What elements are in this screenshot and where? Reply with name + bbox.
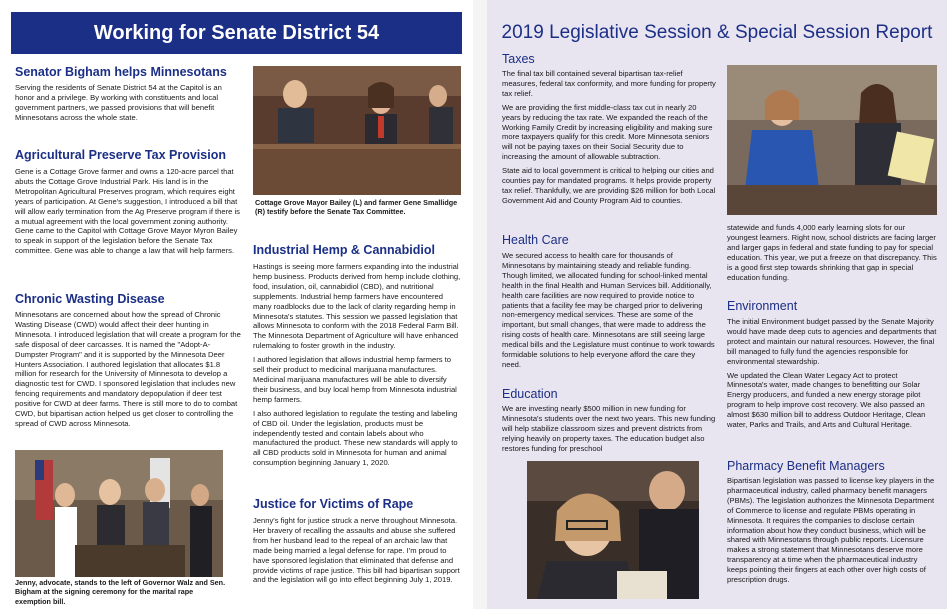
tax-committee-caption: Cottage Grove Mayor Bailey (L) and farmer Gene Smallidge (R) testify before the Senate Tax Committee. [255, 198, 458, 217]
tax-committee-photo [253, 66, 461, 195]
health-text: We secured access to health care for thousands of Minnesotans by maintaining steady and reliable funding. Though limited, we allocated funding for school-linked mental health in the final Health and Human Services bill. Additionally, health care facilities are now required to provide notice to patients that a facility fee may be charged prior to delivering non-emergency medical services. These are some of the important, but small changes, that were made to address the rising costs of health care. Minnesotans are still seeing large medical bills and the Legislature must continue to work towards formidable solutions to help everyone afford the care they need. [502, 251, 715, 369]
page-gutter [473, 0, 487, 609]
agri-text: Gene is a Cottage Grove farmer and owns a 120-acre parcel that abuts the Cottage Grove Industrial Park. His land is in the Metropolitan Agricultural Preserves program, which requires eight years of participation. At Gene's suggestion, I introduced a bill that will allow early termination from the Ag Preserve program if there is a mutual agreement with the local government zoning authority. Gene came to the Capitol with Cottage Grove Mayor Myron Bailey to speak in support of the legislation before the Senate Tax committee. Gene was able to change a law that will help farmers. [15, 167, 240, 256]
left-page [0, 0, 473, 609]
environment-text: The initial Environment budget passed by the Senate Majority would have made deep cuts to agencies and departments that protect and maintain our natural resources. However, the final bill managed to fully fund the agencies responsible for environmental stewardship. We updated the Clean Water Legacy Act to protect Minnesota's water, made changes to benefitting our Solar Energy producers, and funded a new energy storage pilot program to help improve cost recovery. We also passed an almost $630 million bill to address Outdoor Heritage, Clean water, Parks and Trails, and Arts and Cultural Heritage. [727, 317, 937, 430]
signing-ceremony-photo [15, 450, 223, 577]
hemp-text: Hastings is seeing more farmers expanding into the industrial hemp business. Products derived from hemp include clothing, food, insulation, oil, cannabidiol (CBD), and nutritional supplements. Industrial hemp farmers have encountered many roadblocks due to the lack of clarity regarding hemp in Minnesota's statutes. This session we passed legislation that allows Minnesota to conform with the 2018 Federal Farm Bill. The Minnesota Department of Agriculture will have enhanced rulemaking to foster growth in the industry. I authored legislation that allows industrial hemp farmers to sell their product to medicinal marijuana manufactures. Medicinal marijuana manufactures will be able to diversify their business, and buy local hemp from Minnesota industrial hemp farmers. I also authored legislation to regulate the testing and labeling of CBD oil. Under the legislation, products must be independently tested and contain labels about who manufactured the product. These new standards will apply to all CBD products sold in Minnesota for human and animal consumption beginning January 1, 2020. [253, 262, 461, 468]
cwd-heading: Chronic Wasting Disease [15, 292, 165, 306]
taxes-text: The final tax bill contained several bipartisan tax-relief measures, federal tax conformity, and more funding for property tax relief. We are providing the first middle-class tax cut in nearly 20 years by reducing the tax rate. We expanded the reach of the Working Family Credit by increasing eligibility and making sure more taxpayers qualify for this credit. More Minnesota seniors will not be paying taxes on their Social Security due to increasing the amount of allowable subtraction. State aid to local government is critical to helping our cities and counties pay for mandated programs. It helps provide property tax relief. Thankfully, we are providing $26 million for both Local Government Aid and County Program Aid to counties. [502, 69, 716, 205]
right-banner: 2019 Legislative Session & Special Session Report [501, 22, 933, 43]
health-heading: Health Care [502, 233, 569, 247]
signing-ceremony-caption: Jenny, advocate, stands to the left of Governor Walz and Sen. Bigham at the signing ceremony for the marital rape exemption bill. [15, 578, 226, 606]
cwd-text: Minnesotans are concerned about how the spread of Chronic Wasting Disease (CWD) would affect their deer hunting in Minnesota. I introduced legislation that will create a program for the safe disposal of deer carcasses. It is named the "Adopt-A-Dumpster Program" and it is supported by the Minnesota Deer Hunters Association. I authored legislation that allocates $1.8 million for research for the University of Minnesota to develop a diagnostic test for CWD. I sponsored legislation that includes new fencing requirements and mandatory depopulation if deer test positive for CWD at deer farms. There is still more to do to combat CWD, but bipartisan action helped us get closer to controlling the spread of CWD across Minnesota. [15, 310, 241, 428]
environment-heading: Environment [727, 299, 798, 313]
senators-talking-photo [727, 65, 937, 215]
education-heading: Education [502, 387, 558, 401]
education-text: We are investing nearly $500 million in new funding for Minnesota's students over the next two years. This new funding will help stabilize classroom sizes and prevent districts from relying heavily on property taxes. The education budget also restores funding for preschool [502, 404, 716, 453]
rape-heading: Justice for Victims of Rape [253, 497, 414, 511]
right-page [487, 0, 947, 609]
agri-heading: Agricultural Preserve Tax Provision [15, 148, 226, 162]
pharmacy-heading: Pharmacy Benefit Managers [727, 459, 885, 473]
education-continued-text: statewide and funds 4,000 early learning slots for our youngest learners. Right now, school districts are facing larger and larger gaps in federal and state funding to pay for special education. This year, we put a freeze on that discrepancy. This is a good first step towards shrinking that gap in special education funding. [727, 223, 937, 282]
bigham-heading: Senator Bigham helps Minnesotans [15, 65, 227, 79]
bigham-text: Serving the residents of Senate District 54 at the Capitol is an honor and a privilege. By working with constituents and local government partners, we passed provisions that will benefit Minnesotans across the whole state. [15, 83, 222, 122]
pharmacy-text: Bipartisan legislation was passed to license key players in the pharmaceutical industry, called pharmacy benefit managers (PBMs). The legislation authorizes the Minnesota Department of Commerce to license and regulate PBMs operating in Minnesota. It requires the companies to disclose certain information about how they conduct business, which will be shared with Minnesotans through public reports. Licensure makes a strong statement that Minnesotans deserve more transparency at a time when the pharmaceutical industry keeps pointing their fingers at each other over high costs of prescription drugs. [727, 476, 935, 585]
rape-text: Jenny's fight for justice struck a nerve throughout Minnesota. Her bravery of recalling the assaults and abuse she suffered from her husband lead to the repeal of an archaic law that made being married a legal defense for rape. I'm proud to have sponsored legislation that eliminated that defense and provide victims of rape justice. This bill had bipartisan support and the legislation will go into effect beginning July 1, 2019. [253, 516, 460, 585]
left-banner: Working for Senate District 54 [11, 12, 462, 54]
hemp-heading: Industrial Hemp & Cannabidiol [253, 243, 435, 257]
taxes-heading: Taxes [502, 52, 535, 66]
senator-at-desk-photo [527, 461, 699, 599]
